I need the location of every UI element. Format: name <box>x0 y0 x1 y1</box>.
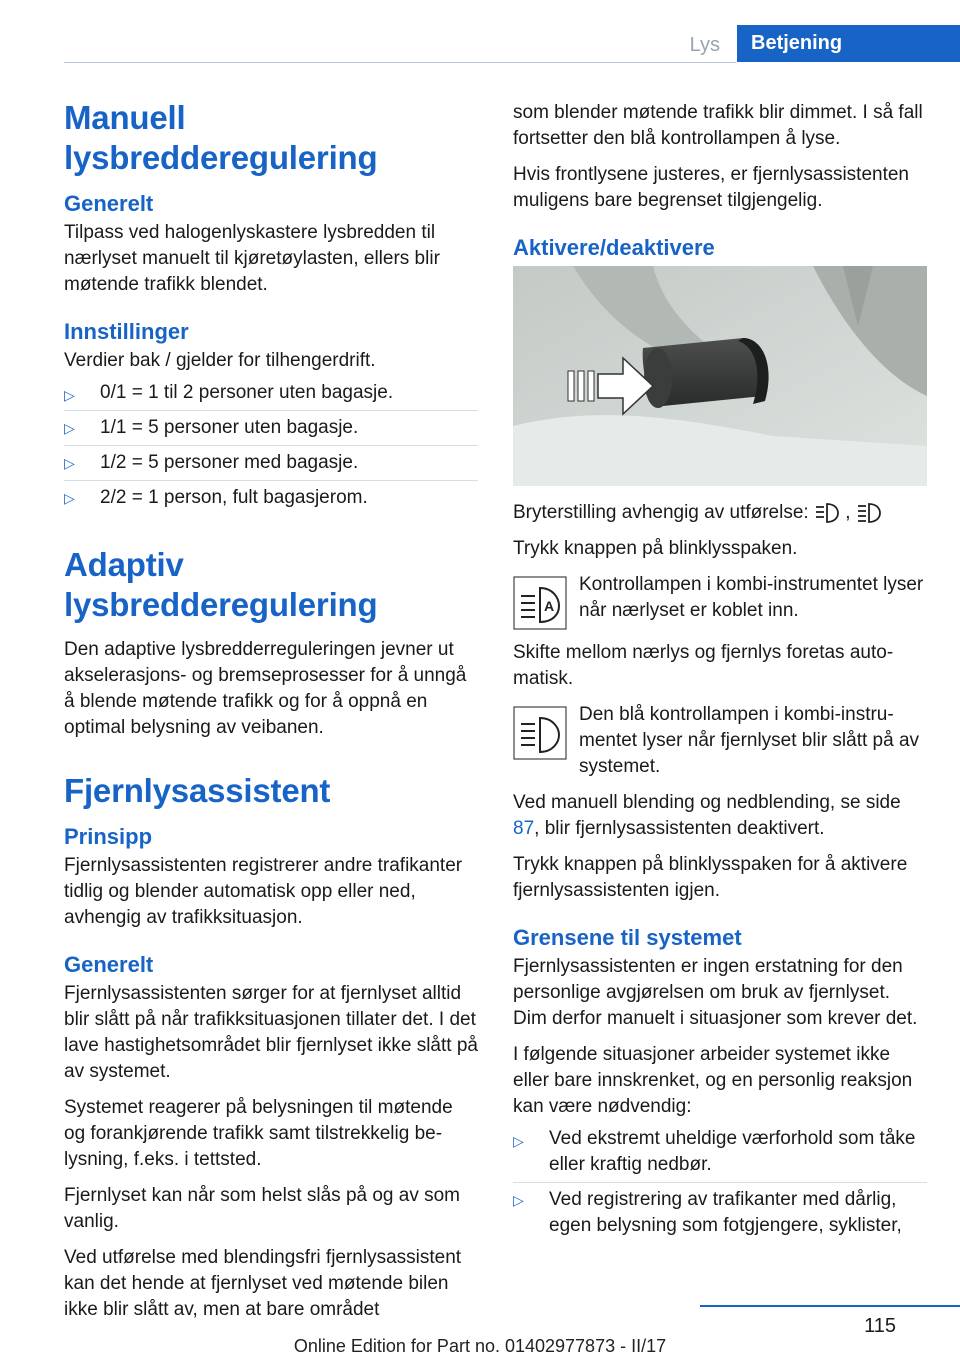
heading-adaptive-leveling: Adaptiv lysbredderegulering <box>64 546 378 623</box>
list-item-text: 1/1 = 5 personer uten bagasje. <box>100 417 359 438</box>
control-lamp-text-2: Den blå kontrollampen i kombi-instrumentet lyser når fjernlyset blir slått på av systemet. <box>579 704 920 777</box>
para-trykk-2: Trykk knappen på blinklysspaken for å aktivere fjernlysassistenten igjen. <box>513 854 908 901</box>
list-item-text: Ved registrering av trafikanter med dårlig, egen belysning som fotgjengere, syklister, <box>549 1189 902 1236</box>
page-number: 115 <box>864 1315 896 1337</box>
list-item <box>64 445 478 480</box>
heading-generelt-1: Generelt <box>64 191 154 216</box>
limits-list <box>513 1124 927 1243</box>
heading-generelt-2: Generelt <box>64 952 154 977</box>
para-skifte: Skifte mellom nærlys og fjernlys foretas automatisk. <box>513 642 894 689</box>
para-prinsipp: Fjernlysassistenten registrerer andre trafikanter tidlig og blender automatisk opp eller ned, avhengig av trafikksituasjon. <box>64 855 463 928</box>
manuell-text-a: Ved manuell blending og nedblending, se side <box>513 792 901 813</box>
para-generelt-2a: Fjernlysassistenten sørger for at fjernlyset alltid blir slått på når trafikksituasjonen tillater det. I det lave hastighetsområdet blir fjernlyset ikke slått på av systemet. <box>64 983 478 1082</box>
page-reference-link[interactable]: 87 <box>513 818 535 839</box>
heading-fjernlysassistent: Fjernlysassistent <box>64 772 331 809</box>
bryter-text: Bryterstilling avhengig av utførelse: <box>513 502 809 523</box>
footer-rule <box>700 1305 960 1307</box>
triangle-right-icon: ▷ <box>513 1192 524 1208</box>
para-innstillinger: Verdier bak / gjelder for tilhengerdrift. <box>64 350 376 371</box>
para-generelt-2d: Ved utførelse med blendingsfri fjernlysassistent kan det hende at fjernlyset ved møtende bilen ikke blir slått av, men at bare området <box>64 1247 462 1320</box>
para-generelt-2b: Systemet reagerer på belysningen til møtende og forankjørende trafikk samt tilstrekkelig belysning, f.eks. i tettsted. <box>64 1097 453 1170</box>
list-item <box>513 1182 927 1243</box>
heading-manual-leveling: Manuell lysbredderegulering <box>64 99 378 176</box>
para-generelt-2c: Fjernlyset kan når som helst slås på og av som vanlig. <box>64 1185 461 1232</box>
para-adaptive: Den adaptive lysbredderreguleringen jevner ut akselerasjons- og bremseprosesser for å unngå å blende møtende trafikk og for å oppnå en optimal belysning av veibanen. <box>64 639 467 738</box>
list-item <box>64 378 478 410</box>
list-item <box>64 410 478 445</box>
para-grensene: Fjernlysassistenten er ingen erstatning for den personlige avgjørelsen om bruk av fjernlyset. Dim derfor manuelt i situasjoner som krever det. <box>513 956 918 1029</box>
high-beam-icon <box>856 501 882 525</box>
para-bryterstilling <box>513 500 927 526</box>
list-item <box>64 480 478 515</box>
control-lamp-row-1 <box>513 572 927 630</box>
turn-signal-lever-illustration <box>513 266 927 486</box>
control-lamp-text-1: Kontrollampen i kombi-instrumentet lyser når nærlyset er koblet inn. <box>579 574 924 621</box>
control-lamp-row-2 <box>513 702 927 780</box>
heading-grensene: Grensene til systemet <box>513 925 742 950</box>
high-beam-assist-icon <box>814 501 840 525</box>
right-column <box>513 100 927 1243</box>
heading-aktivere: Aktivere/deaktivere <box>513 235 715 260</box>
header-chapter: Betjening <box>737 25 960 62</box>
para-generelt-1: Tilpass ved halogenlyskastere lysbredden til nærlyset manuelt til kjøretøylasten, ellers blir møtende trafikk blendet. <box>64 222 440 295</box>
header-rule <box>64 62 736 63</box>
para-manuell-blending <box>513 790 927 842</box>
high-beam-icon <box>513 706 567 760</box>
para-trykk-1: Trykk knappen på blinklysspaken. <box>513 538 798 559</box>
settings-list <box>64 378 478 515</box>
para-folgende: I følgende situasjoner arbeider systemet ikke eller bare innskrenket, og en personlig reaksjon kan være nødvendig: <box>513 1044 913 1117</box>
list-item-text: Ved ekstremt uheldige værforhold som tåke eller kraftig nedbør. <box>549 1128 916 1175</box>
heading-prinsipp: Prinsipp <box>64 824 153 849</box>
svg-text:A: A <box>544 598 555 614</box>
triangle-right-icon: ▷ <box>64 387 75 403</box>
header-section: Lys <box>689 34 720 56</box>
footer-edition: Online Edition for Part no. 01402977873 - II/17 <box>293 1336 667 1356</box>
high-beam-assist-icon <box>513 576 567 630</box>
bryter-separator: , <box>845 502 851 523</box>
para-justeres: Hvis frontlysene justeres, er fjernlysassistenten muligens bare begrenset tilgjengelig. <box>513 164 909 211</box>
manuell-text-b: , blir fjernlysassistenten deaktivert. <box>534 818 825 839</box>
list-item-text: 0/1 = 1 til 2 personer uten bagasje. <box>100 382 394 403</box>
triangle-right-icon: ▷ <box>64 490 75 506</box>
list-item-text: 1/2 = 5 personer med bagasje. <box>100 452 359 473</box>
list-item <box>513 1124 927 1182</box>
para-continued: som blender møtende trafikk blir dimmet. I så fall fortsetter den blå kontrollampen å lyse. <box>513 102 923 149</box>
list-item-text: 2/2 = 1 person, fult bagasjerom. <box>100 487 368 508</box>
triangle-right-icon: ▷ <box>513 1133 524 1149</box>
triangle-right-icon: ▷ <box>64 455 75 471</box>
triangle-right-icon: ▷ <box>64 420 75 436</box>
left-column <box>64 98 478 1333</box>
heading-innstillinger: Innstillinger <box>64 319 189 344</box>
